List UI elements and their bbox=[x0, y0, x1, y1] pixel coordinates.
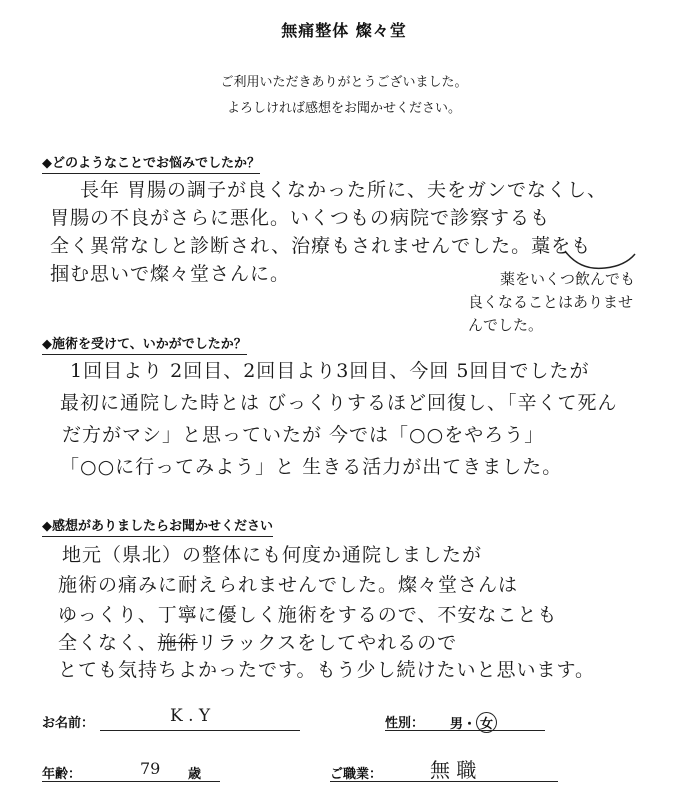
answer-impressions-line-3: ゆっくり、丁寧に優しく施術をするので、不安なことも bbox=[58, 604, 558, 626]
answer-after-line-4: 「○○に行ってみよう」と 生きる活力が出てきました。 bbox=[60, 456, 563, 478]
answer-impressions-line-5: とても気持ちよかったです。もう少し続けたいと思います。 bbox=[58, 659, 595, 681]
intro-line-2: よろしければ感想をお聞かせください。 bbox=[226, 101, 461, 116]
answer-worries-line-1: 長年 胃腸の調子が良くなかった所に、夫をガンでなくし、 bbox=[80, 179, 608, 201]
gender-label: 性別： bbox=[385, 716, 425, 731]
answer-impressions-line-4 bbox=[58, 628, 457, 655]
question-worries: ◆どのようなことでお悩みでしたか？ bbox=[42, 152, 260, 174]
intro-line-1: ご利用いただきありがとうございました。 bbox=[220, 75, 468, 90]
intro-text bbox=[0, 70, 688, 122]
margin-note-line-2: 良くなることはありませ bbox=[468, 293, 634, 311]
age-unit: 歳 bbox=[188, 767, 202, 782]
margin-note-line-1: 薬をいくつ飲んでも bbox=[500, 270, 636, 288]
answer-after-line-3: だ方がマシ」と思っていたが 今では「○○をやろう」 bbox=[62, 424, 545, 446]
answer-impressions-line-1: 地元（県北）の整体にも何度か通院しましたが bbox=[62, 544, 483, 566]
margin-note-line-3: んでした。 bbox=[468, 316, 544, 334]
answer-impressions-line-4-a: 全くなく、 bbox=[58, 632, 158, 654]
question-impressions: ◆感想がありましたらお聞かせください bbox=[42, 515, 273, 537]
gender-separator: ・ bbox=[463, 717, 477, 732]
name-label: お名前： bbox=[42, 716, 95, 731]
question-after-treatment: ◆施術を受けて、いかがでしたか？ bbox=[42, 333, 247, 355]
age-value: 79 bbox=[140, 759, 161, 778]
answer-impressions-line-2: 施術の痛みに耐えられませんでした。燦々堂さんは bbox=[58, 574, 519, 596]
occupation-value: 無 職 bbox=[430, 758, 477, 782]
answer-worries-line-2: 胃腸の不良がさらに悪化。いくつもの病院で診察するも bbox=[50, 207, 551, 229]
answer-impressions-line-4-b: リラックスをしてやれるので bbox=[197, 632, 458, 654]
name-value: K . Y bbox=[170, 706, 211, 726]
gender-options bbox=[450, 712, 497, 733]
gender-male: 男 bbox=[450, 717, 464, 732]
answer-after-line-1: 1回目より 2回目、2回目より3回目、今回 5回目でしたが bbox=[70, 360, 590, 382]
name-underline bbox=[100, 730, 300, 731]
answer-worries-line-4: 掴む思いで燦々堂さんに。 bbox=[50, 263, 291, 285]
page-title: 無痛整体 燦々堂 bbox=[281, 21, 407, 40]
age-label: 年齢： bbox=[42, 767, 82, 782]
answer-worries-line-3: 全く異常なしと診断され、治療もされませんでした。藁をも bbox=[50, 235, 592, 257]
struck-word: 施術 bbox=[157, 632, 198, 654]
gender-female-circled: 女 bbox=[476, 712, 497, 733]
answer-after-line-2: 最初に通院した時とは びっくりするほど回復し、「辛くて死ん bbox=[60, 392, 618, 414]
occupation-label: ご職業： bbox=[330, 767, 383, 782]
